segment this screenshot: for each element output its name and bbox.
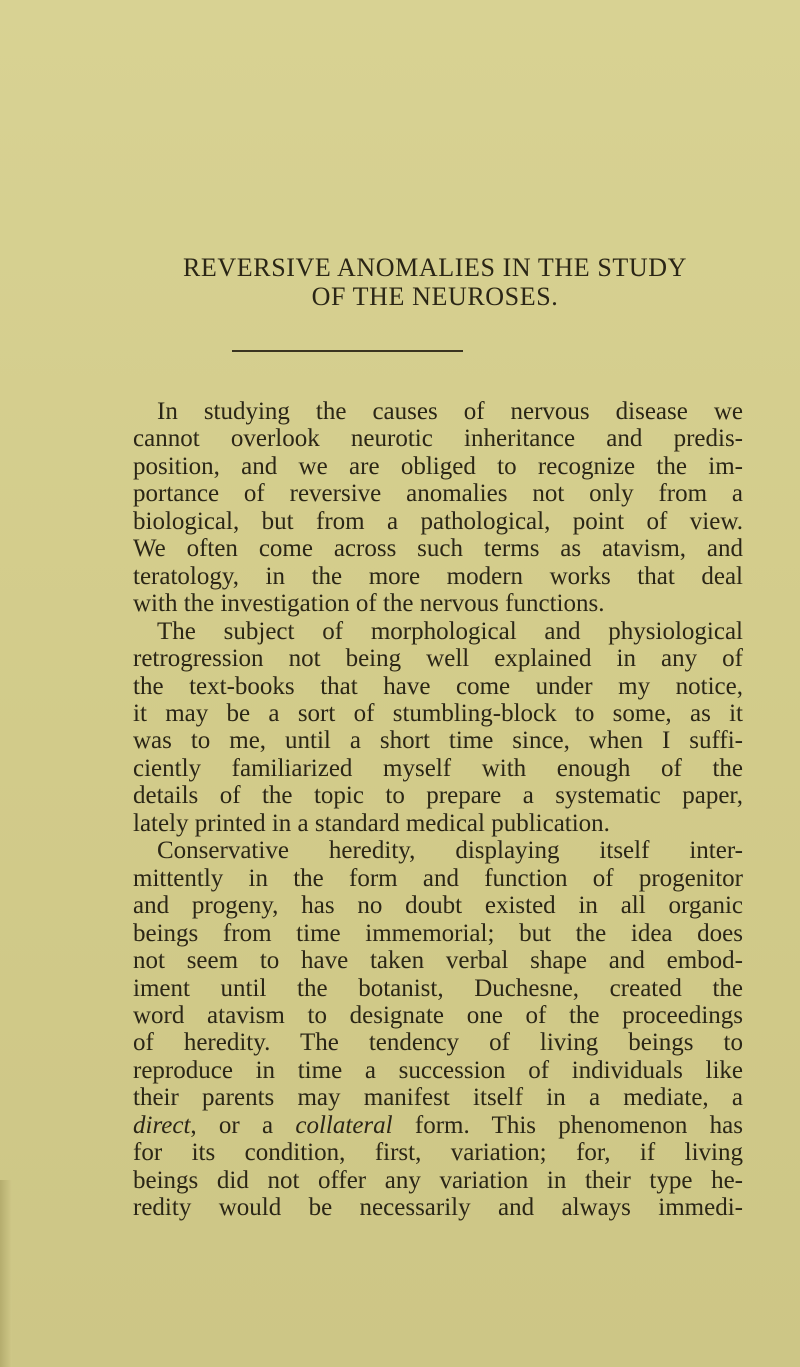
text-line: and progeny, has no doubt existed in all organic xyxy=(133,892,743,920)
text-line: redity would be necessarily and always immedi- xyxy=(133,1194,743,1222)
text-line: reproduce in time a succession of individuals like xyxy=(133,1056,743,1084)
text-line: of heredity. The tendency of living beings to xyxy=(133,1029,743,1057)
title-line-2: OF THE NEUROSES. xyxy=(311,282,559,311)
text-line: for its condition, first, variation; for, if living xyxy=(133,1139,743,1167)
text-line: the text-books that have come under my notice, xyxy=(133,672,743,700)
text-line: beings did not offer any variation in their type he- xyxy=(133,1166,743,1194)
text-line: not seem to have taken verbal shape and embod- xyxy=(133,947,743,975)
text-line: was to me, until a short time since, when I suffi- xyxy=(133,727,743,755)
italic-collateral: collateral xyxy=(295,1111,393,1139)
text-line: We often come across such terms as atavism, and xyxy=(133,535,743,563)
page-edge-shadow xyxy=(0,1180,12,1367)
text-line: details of the topic to prepare a systematic paper, xyxy=(133,782,743,810)
text-fragment: , or a xyxy=(190,1111,296,1139)
text-line: it may be a sort of stumbling-block to some, as it xyxy=(133,699,743,727)
text-line: teratology, in the more modern works that deal xyxy=(133,562,743,590)
text-line: The subject of morphological and physiological xyxy=(157,617,743,645)
text-line: cannot overlook neurotic inheritance and predis- xyxy=(133,425,743,453)
chapter-title xyxy=(130,253,740,311)
text-line: their parents may manifest itself in a mediate, a xyxy=(133,1084,743,1112)
text-line: iment until the botanist, Duchesne, created the xyxy=(133,974,743,1002)
text-line: with the investigation of the nervous functions. xyxy=(133,590,605,618)
text-fragment: form. This phenomenon has xyxy=(392,1111,744,1139)
body-paragraph xyxy=(133,398,743,1222)
text-line: In studying the causes of nervous disease we xyxy=(157,398,743,425)
title-line-1: REVERSIVE ANOMALIES IN THE STUDY xyxy=(182,253,688,282)
text-line: beings from time immemorial; but the idea does xyxy=(133,919,743,947)
text-line: word atavism to designate one of the proceedings xyxy=(133,1001,743,1029)
text-line: retrogression not being well explained in any of xyxy=(133,645,743,673)
text-line: lately printed in a standard medical publication. xyxy=(133,809,610,837)
text-line: Conservative heredity, displaying itself inter- xyxy=(157,837,743,865)
text-line-mixed xyxy=(133,1112,743,1139)
text-line: biological, but from a pathological, point of view. xyxy=(133,507,743,535)
title-divider xyxy=(232,350,463,352)
text-line: position, and we are obliged to recognize the im- xyxy=(133,452,743,480)
text-line: ciently familiarized myself with enough of the xyxy=(133,754,743,782)
text-line: portance of reversive anomalies not only from a xyxy=(133,480,743,508)
italic-direct: direct xyxy=(133,1111,191,1139)
text-line: mittently in the form and function of progenitor xyxy=(133,864,743,892)
